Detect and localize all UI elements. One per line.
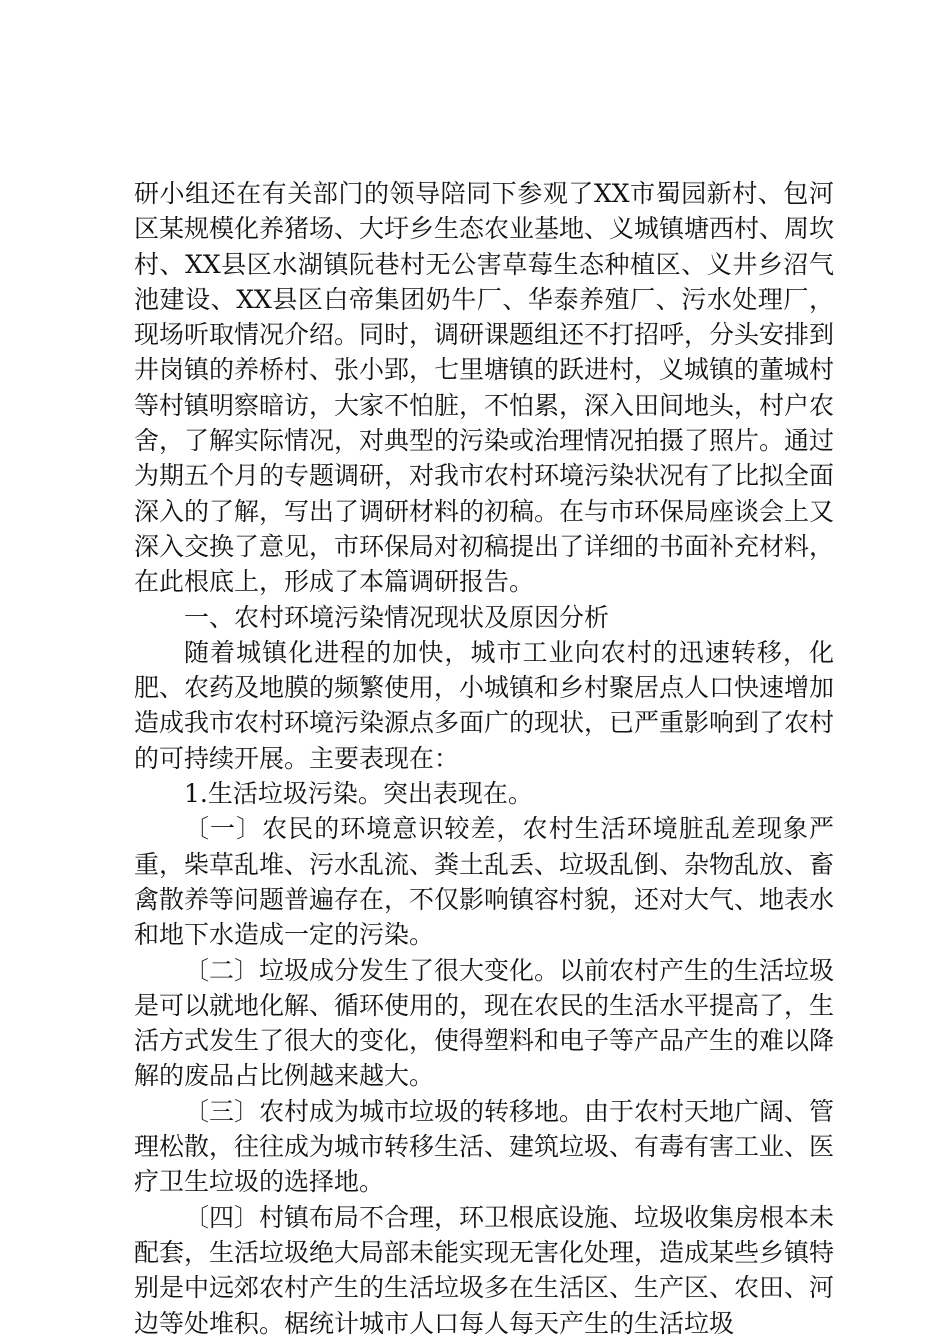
paragraph-item-2: 〔二〕垃圾成分发生了很大变化。以前农村产生的生活垃圾是可以就地化解、循环使用的，现在农民的生活水平提高了，生活方式发生了很大的变化，使得塑料和电子等产品产生的难以降解的废品占比例越来越大。 <box>134 955 835 1091</box>
paragraph-survey-activities: 研小组还在有关部门的领导陪同下参观了XX市蜀园新村、包河区某规模化养猪场、大圩乡生态农业基地、义城镇塘西村、周坎村、XX县区水湖镇阮巷村无公害草莓生态种植区、义井乡沼气池建设、XX县区白帝集团奶牛厂、华泰养殖厂、污水处理厂，现场听取情况介绍。同时，调研课题组还不打招呼，分头安排到井岗镇的养桥村、张小郢，七里塘镇的跃进村，义城镇的董城村等村镇明察暗访，大家不怕脏，不怕累，深入田间地头，村户农舍，了解实际情况，对典型的污染或治理情况拍摄了照片。通过为期五个月的专题调研，对我市农村环境污染状况有了比拟全面深入的了解，写出了调研材料的初稿。在与市环保局座谈会上又深入交换了意见，市环保局对初稿提出了详细的书面补充材料，在此根底上，形成了本篇调研报告。 <box>134 179 835 597</box>
paragraph-item-4: 〔四〕村镇布局不合理，环卫根底设施、垃圾收集房根本未配套，生活垃圾绝大局部未能实现无害化处理，造成某些乡镇特别是中远郊农村产生的生活垃圾多在生活区、生产区、农田、河边等处堆积。椐统计城市人口每人每天产生的生活垃圾 <box>134 1202 835 1338</box>
paragraph-item-3: 〔三〕农村成为城市垃圾的转移地。由于农村天地广阔、管理松散，往往成为城市转移生活、建筑垃圾、有毒有害工业、医疗卫生垃圾的选择地。 <box>134 1096 835 1197</box>
paragraph-intro: 随着城镇化进程的加快，城市工业向农村的迅速转移，化肥、农药及地膜的频繁使用，小城镇和乡村聚居点人口快速增加造成我市农村环境污染源点多面广的现状，已严重影响到了农村的可持续开展。主要表现在： <box>134 637 835 773</box>
document-body <box>134 176 834 1341</box>
section-heading: 一、农村环境污染情况现状及原因分析 <box>184 602 610 632</box>
paragraph-item-1: 〔一〕农民的环境意识较差，农村生活环境脏乱差现象严重，柴草乱堆、污水乱流、粪土乱丢、垃圾乱倒、杂物乱放、畜禽散养等问题普遍存在，不仅影响镇容村貌，还对大气、地表水和地下水造成一定的污染。 <box>134 814 835 950</box>
subsection-heading: 1.生活垃圾污染。突出表现在。 <box>184 779 533 809</box>
